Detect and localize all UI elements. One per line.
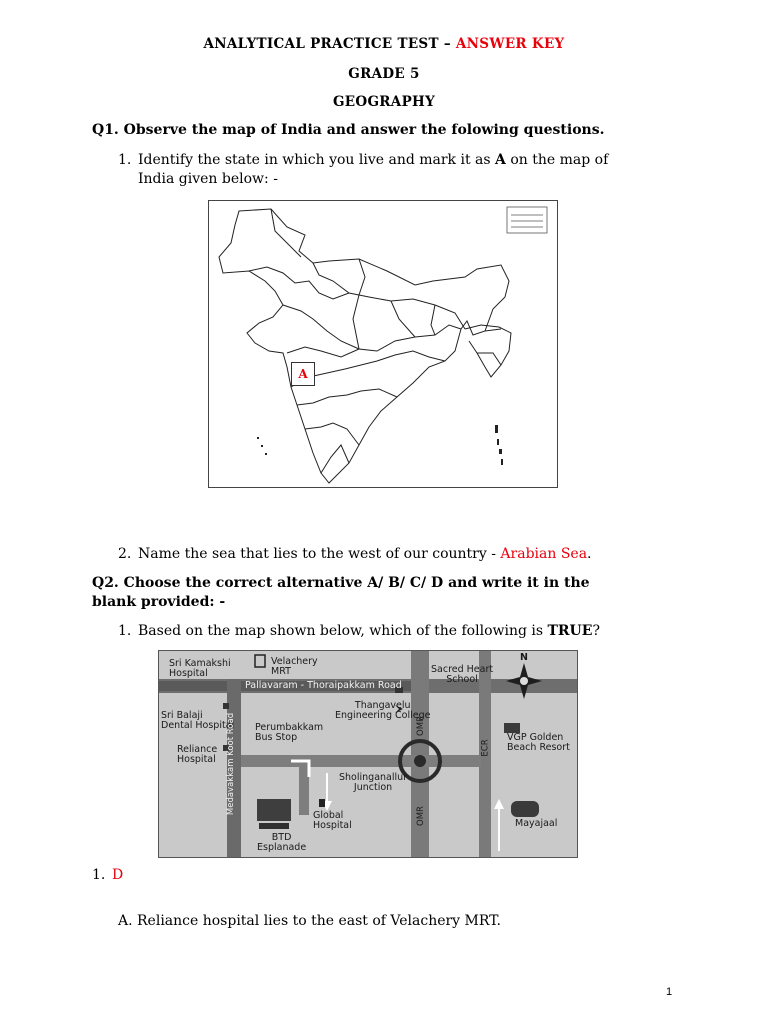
label-btd-esplanade: BTD Esplanade: [257, 832, 307, 853]
q1-heading: Q1. Observe the map of India and answer the folowing questions.: [92, 122, 605, 138]
q1-item2-text: [138, 546, 592, 562]
q2-heading-line1: Q2. Choose the correct alternative A/ B/ C/ D and write it in the: [92, 575, 590, 591]
state-marker-a: A: [291, 362, 315, 386]
label-perumbakkam-bus-stop: Perumbakkam Bus Stop: [255, 722, 324, 743]
q2-item1-question: Based on the map shown below, which of the following is: [138, 623, 548, 639]
q2-item1-text: [138, 623, 600, 639]
q1-item2-number: 2.: [118, 546, 132, 562]
label-global-hospital: Global Hospital: [313, 810, 352, 831]
q1-item1-text: [138, 152, 608, 168]
q1-item2-answer: Arabian Sea: [500, 546, 588, 562]
q1-item1-part-a: Identify the state in which you live and mark it as: [138, 152, 496, 168]
label-ecr: ECR: [480, 739, 491, 757]
label-vgp-resort: VGP Golden Beach Resort: [507, 732, 570, 753]
label-medavakkam-road: Medavakkam Koot Road: [226, 712, 236, 816]
answer-key-label: ANSWER KEY: [455, 36, 565, 52]
india-map-drawing: [209, 201, 557, 487]
label-omr-bottom: OMR: [415, 806, 426, 826]
label-reliance-hospital: Reliance Hospital: [177, 744, 218, 765]
label-sholinganallur-junction: Sholinganallur Junction: [339, 772, 408, 793]
document-title: [0, 36, 768, 52]
q1-item1-number: 1.: [118, 152, 132, 168]
q2-answer-number: 1.: [92, 867, 106, 883]
label-sacred-heart-school: Sacred Heart School: [431, 664, 494, 685]
grade-heading: GRADE 5: [348, 66, 420, 82]
street-map-image: [158, 650, 578, 858]
q1-item2-period: .: [587, 546, 592, 562]
page-number: 1: [666, 986, 673, 998]
label-balaji-dental: Sri Balaji Dental Hospital: [161, 710, 235, 731]
q2-heading-line2: blank provided: -: [92, 594, 226, 610]
title-text: ANALYTICAL PRACTICE TEST –: [203, 36, 456, 52]
q2-item1-qmark: ?: [592, 623, 600, 639]
q1-item1-line2: India given below: -: [138, 171, 278, 187]
q1-item2-question: Name the sea that lies to the west of our country -: [138, 546, 501, 562]
label-velachery-mrt: Velachery MRT: [271, 656, 318, 677]
q2-item1-bold: TRUE: [547, 623, 593, 639]
subject-heading: GEOGRAPHY: [332, 94, 436, 110]
label-pallavaram-road: Pallavaram - Thoraipakkam Road: [245, 680, 402, 691]
q1-item1-bold: A: [495, 152, 506, 168]
label-thangavelu-college: Thangavelu Engineering College: [335, 700, 431, 721]
q2-item1-number: 1.: [118, 623, 132, 639]
label-north: N: [520, 652, 528, 663]
q2-answer-value: D: [112, 867, 124, 883]
india-outline-map: [208, 200, 558, 488]
label-kamakshi-hospital: Sri Kamakshi Hospital: [169, 658, 231, 679]
label-mayajaal: Mayajaal: [515, 818, 558, 829]
q1-item1-part-b: on the map of: [505, 152, 609, 168]
q2-option-a: A. Reliance hospital lies to the east of Velachery MRT.: [118, 913, 501, 929]
label-omr-top: OMR: [415, 716, 426, 736]
